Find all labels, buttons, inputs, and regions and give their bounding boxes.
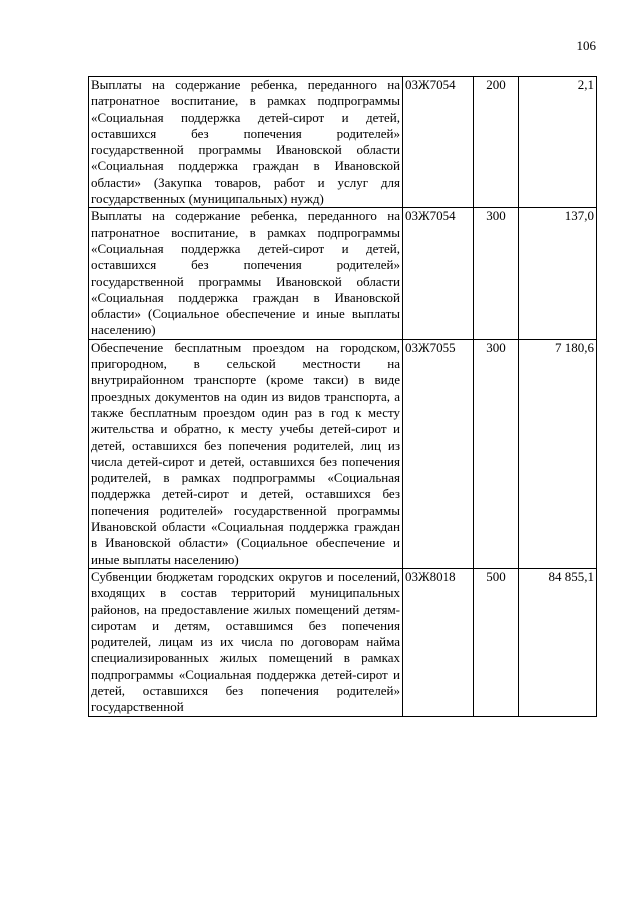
table-row bbox=[89, 77, 597, 208]
table-row bbox=[89, 208, 597, 339]
row-expense-type: 300 bbox=[474, 208, 519, 339]
row-description: Выплаты на содержание ребенка, переданного на патронатное воспитание, в рамках подпрограммы «Социальная поддержка детей-сирот и детей, оставшихся без попечения родителей» государственной программы Ивановской области «Социальная поддержка граждан в Ивановской области» (Социальное обеспечение и иные выплаты населению) bbox=[89, 208, 403, 339]
row-amount: 84 855,1 bbox=[519, 568, 597, 716]
budget-table bbox=[88, 76, 597, 717]
row-amount: 137,0 bbox=[519, 208, 597, 339]
row-expense-type: 200 bbox=[474, 77, 519, 208]
page-number: 106 bbox=[576, 38, 596, 53]
row-target-code: 03Ж7055 bbox=[403, 339, 474, 568]
row-amount: 7 180,6 bbox=[519, 339, 597, 568]
row-target-code: 03Ж7054 bbox=[403, 208, 474, 339]
row-target-code: 03Ж7054 bbox=[403, 77, 474, 208]
row-description: Обеспечение бесплатным проездом на городском, пригородном, в сельской местности на внутрирайонном транспорте (кроме такси) в виде проездных документов на один из видов транспорта, а также бесплатным проездом один раз в год к месту жительства и обратно, к месту учебы детей-сирот и детей, оставшихся без попечения родителей, лиц из числа детей-сирот и детей, оставшихся без попечения родителей, в рамках подпрограммы «Социальная поддержка детей-сирот и детей, оставшихся без попечения родителей» государственной программы Ивановской области «Социальная поддержка граждан в Ивановской области» (Социальное обеспечение и иные выплаты населению) bbox=[89, 339, 403, 568]
row-target-code: 03Ж8018 bbox=[403, 568, 474, 716]
row-expense-type: 500 bbox=[474, 568, 519, 716]
table-row bbox=[89, 568, 597, 716]
row-description: Выплаты на содержание ребенка, переданного на патронатное воспитание, в рамках подпрограммы «Социальная поддержка детей-сирот и детей, оставшихся без попечения родителей» государственной программы Ивановской области «Социальная поддержка граждан в Ивановской области» (Закупка товаров, работ и услуг для государственных (муниципальных) нужд) bbox=[89, 77, 403, 208]
table-row bbox=[89, 339, 597, 568]
row-description: Субвенции бюджетам городских округов и поселений, входящих в состав территорий муниципальных районов, на предоставление жилых помещений детям-сиротам и детям, оставшимся без попечения родителей, лицам из их числа по договорам найма специализированных жилых помещений в рамках подпрограммы «Социальная поддержка детей-сирот и детей, оставшихся без попечения родителей» государственной bbox=[89, 568, 403, 716]
row-expense-type: 300 bbox=[474, 339, 519, 568]
row-amount: 2,1 bbox=[519, 77, 597, 208]
